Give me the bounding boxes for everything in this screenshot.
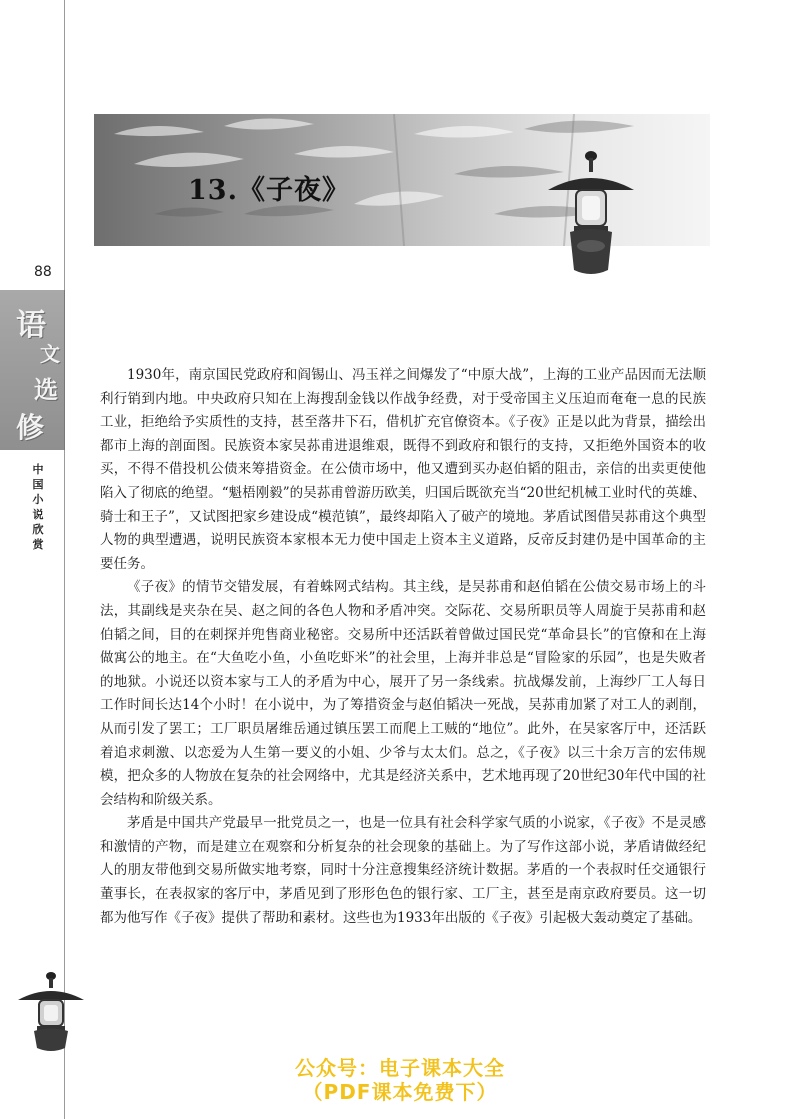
watermark-line-2: （PDF课本免费下） (302, 1080, 498, 1104)
left-margin-rule (64, 0, 65, 1119)
paragraph-1: 1930年，南京国民党政府和阎锡山、冯玉祥之间爆发了“中原大战”，上海的工业产品因而无法顺利行销到内地。中央政府只知在上海搜刮金钱以作战争经费，对于受帝国主义压迫而奄奄一息的民族工业，拒绝给予实质性的支持，甚至落井下石，借机扩充官僚资本。《子夜》正是以此为背景，描绘出都市上海的剖面图。民族资本家吴荪甫进退维艰，既得不到政府和银行的支持，又拒绝外国资本的收买，不得不借投机公债来筹措资金。在公债市场中，他又遭到买办赵伯韬的阻击，亲信的出卖更使他陷入了彻底的绝望。“魁梧刚毅”的吴荪甫曾游历欧美，归国后既欲充当“20世纪机械工业时代的英雄、骑士和王子”，又试图把家乡建设成“模范镇”，最终却陷入了破产的境地。茅盾试图借吴荪甫这个典型人物的典型遭遇，说明民族资本家根本无力使中国走上资本主义道路，反帝反封建仍是中国革命的主要任务。 (100, 367, 706, 572)
side-tab-char-4: 修 (16, 411, 45, 444)
paragraph-2: 《子夜》的情节交错发展，有着蛛网式结构。其主线，是吴荪甫和赵伯韬在公债交易市场上的斗法，其副线是夹杂在吴、赵之间的各色人物和矛盾冲突。交际花、交易所职员等人周旋于吴荪甫和赵伯韬之间，目的在刺探并兜售商业秘密。交易所中还活跃着曾做过国民党“革命县长”的官僚和在上海做寓公的地主。在“大鱼吃小鱼，小鱼吃虾米”的社会里，上海并非总是“冒险家的乐园”，也是失败者的地狱。小说还以资本家与工人的矛盾为中心，展开了另一条线索。抗战爆发前，上海纱厂工人每日工作时间长达14个小时！在小说中，为了筹措资金与赵伯韬决一死战，吴荪甫加紧了对工人的剥削，从而引发了罢工；工厂职员屠维岳通过镇压罢工而爬上工贼的“地位”。此外，在吴家客厅中，还活跃着追求刺激、以恋爱为人生第一要义的小姐、少爷与太太们。总之，《子夜》以三十余万言的宏伟规模，把众多的人物放在复杂的社会网络中，尤其是经济关系中，艺术地再现了20世纪30年代中国的社会结构和阶级关系。 (100, 579, 706, 808)
side-vertical-label: 中国小说欣赏 (32, 463, 44, 551)
side-tab-char-2: 文 (40, 342, 60, 366)
side-tab (0, 290, 65, 450)
side-tab-char-1: 语 (16, 308, 46, 343)
article-body (100, 364, 706, 930)
chapter-title: 13.《子夜》 (188, 175, 350, 206)
oil-lamp-icon (546, 146, 636, 278)
page-number: 88 (34, 264, 52, 280)
oil-lamp-small-icon (16, 968, 86, 1052)
side-tab-char-3: 选 (34, 375, 58, 404)
watermark-line-1: 公众号：电子课本大全 (295, 1056, 505, 1080)
paragraph-3: 茅盾是中国共产党最早一批党员之一，也是一位具有社会科学家气质的小说家，《子夜》不是灵感和激情的产物，而是建立在观察和分析复杂的社会现象的基础上。为了写作这部小说，茅盾请做经纪人的朋友带他到交易所做实地考察，同时十分注意搜集经济统计数据。茅盾的一个表叔时任交通银行董事长，在表叔家的客厅中，茅盾见到了形形色色的银行家、工厂主，甚至是南京政府要员。这一切都为他写作《子夜》提供了帮助和素材。这些也为1933年出版的《子夜》引起极大轰动奠定了基础。 (100, 815, 706, 926)
